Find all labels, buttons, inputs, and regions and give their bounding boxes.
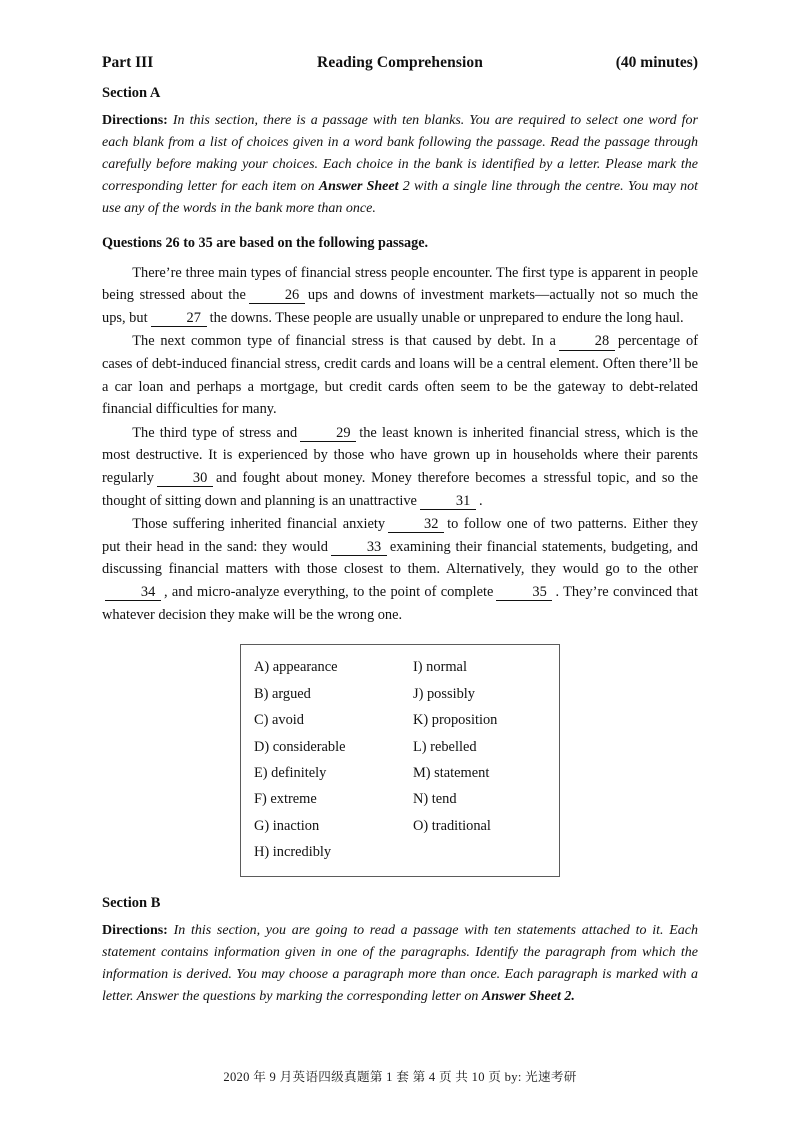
paragraph-text: . They’re convinced that whatever decision they make will be the wrong one. (102, 584, 698, 623)
word-bank-option-d[interactable]: D) considerable (254, 738, 346, 755)
word-bank-option-l[interactable]: L) rebelled (413, 738, 477, 755)
word-bank-option-m[interactable]: M) statement (413, 764, 490, 781)
word-bank-option-f[interactable]: F) extreme (254, 791, 317, 808)
word-bank-row (241, 681, 559, 707)
answer-blank-29[interactable]: 29 (300, 426, 356, 442)
answer-blank-33[interactable]: 33 (331, 540, 387, 556)
paragraph-text: the downs. These people are usually unable or unprepared to endure the long haul. (209, 309, 684, 326)
word-bank-row (241, 734, 559, 760)
paragraph-text: percentage of cases of debt-induced financial stress, credit cards and loans will be a central element. Often there’ll be a car loan and perhaps a mortgage, but credit cards often seem to be the gateway to debt-related financial difficulties for many. (102, 333, 698, 418)
paragraph-text: Those suffering inherited financial anxiety (132, 516, 386, 533)
word-bank-option-c[interactable]: C) avoid (254, 712, 304, 729)
answer-blank-30[interactable]: 30 (157, 471, 213, 487)
answer-blank-31[interactable]: 31 (420, 494, 476, 510)
word-bank-row (241, 786, 559, 812)
paragraph-text: , and micro-analyze everything, to the point of complete (164, 584, 494, 601)
word-bank-option-e[interactable]: E) definitely (254, 764, 327, 781)
answer-blank-32[interactable]: 32 (388, 517, 444, 533)
passage-paragraph (102, 262, 698, 330)
word-bank-option-empty (400, 845, 559, 859)
word-bank (240, 644, 560, 876)
answer-blank-27[interactable]: 27 (151, 311, 207, 327)
word-bank-option-a[interactable]: A) appearance (254, 659, 338, 676)
word-bank-option-i[interactable]: I) normal (413, 659, 467, 676)
directions-body-part1: In this section, you are going to read a passage with ten statements attached to it. Each statement contains information given in one of the paragraphs. Identify the paragraph from which the information is derived. You may choose a paragraph more than once. Each paragraph is marked with a letter. Answer the questions by marking the corresponding letter on (102, 922, 699, 1004)
answer-sheet-reference: Answer Sheet 2. (481, 988, 575, 1004)
passage-paragraph (102, 513, 698, 626)
answer-blank-26[interactable]: 26 (249, 288, 305, 304)
answer-blank-28[interactable]: 28 (559, 334, 615, 350)
word-bank-option-k[interactable]: K) proposition (413, 712, 498, 729)
answer-blank-34[interactable]: 34 (105, 585, 161, 601)
directions-body-part2: 2 with a single line through the centre. You may not use any of the words in the bank more than once. (102, 179, 698, 217)
word-bank-row (241, 813, 559, 839)
word-bank-wrapper (102, 644, 698, 876)
part-label: Part III (102, 54, 154, 71)
word-bank-row (241, 654, 559, 680)
paragraph-text: There’re three main types of financial stress people encounter. The first type is apparent in people being stressed about the (102, 264, 698, 304)
paragraph-text: The third type of stress and (132, 424, 298, 441)
section-b-directions (102, 920, 698, 1008)
paragraph-text: and fought about money. Money therefore becomes a stressful topic, and so the thought of sitting down and planning is an unattractive (102, 470, 698, 509)
word-bank-option-b[interactable]: B) argued (254, 685, 311, 702)
paragraph-text: The next common type of financial stress is that caused by debt. In a (132, 333, 556, 350)
answer-sheet-reference: Answer Sheet (318, 179, 399, 195)
paragraph-text: ups and downs of investment markets—actually not so much the ups, but (102, 287, 698, 326)
word-bank-option-j[interactable]: J) possibly (413, 685, 475, 702)
section-a-heading: Section A (102, 85, 161, 101)
word-bank-row (241, 707, 559, 733)
page-content (102, 54, 698, 1022)
paragraph-text: examining their financial statements, budgeting, and discussing financial matters with those closest to them. Alternatively, they would go to the other (102, 538, 699, 578)
exam-header (102, 54, 698, 72)
answer-blank-35[interactable]: 35 (496, 585, 552, 601)
section-a-directions (102, 110, 698, 221)
word-bank-option-n[interactable]: N) tend (413, 791, 457, 808)
page-title: Reading Comprehension (317, 54, 483, 71)
word-bank-row (241, 760, 559, 786)
word-bank-row (241, 839, 559, 865)
paragraph-text: the least known is inherited financial stress, which is the most destructive. It is experienced by those who have grown up in households where their parents regularly (102, 424, 698, 487)
word-bank-option-o[interactable]: O) traditional (413, 817, 491, 834)
time-allowance: (40 minutes) (615, 54, 698, 71)
word-bank-option-g[interactable]: G) inaction (254, 817, 320, 834)
paragraph-text: . (478, 492, 483, 509)
passage-paragraph (102, 330, 698, 420)
section-b-heading: Section B (102, 894, 161, 911)
questions-range-heading: Questions 26 to 35 are based on the following passage. (102, 234, 429, 251)
directions-body-part1: In this section, there is a passage with ten blanks. You are required to select one word for each blank from a list of choices given in a word bank following the passage. Read the passage through carefully before making your choices. Each choice in the bank is identified by a letter. Please mark the corresponding letter for each item on (102, 113, 698, 195)
directions-label: Directions: (102, 922, 168, 938)
word-bank-option-h[interactable]: H) incredibly (254, 844, 332, 861)
page-footer: 2020 年 9 月英语四级真题第 1 套 第 4 页 共 10 页 by: 光速考研 (223, 1070, 577, 1084)
paragraph-text: to follow one of two patterns. Either they put their head in the sand: they would (102, 516, 699, 555)
passage-paragraph (102, 422, 698, 512)
directions-label: Directions: (102, 113, 168, 128)
